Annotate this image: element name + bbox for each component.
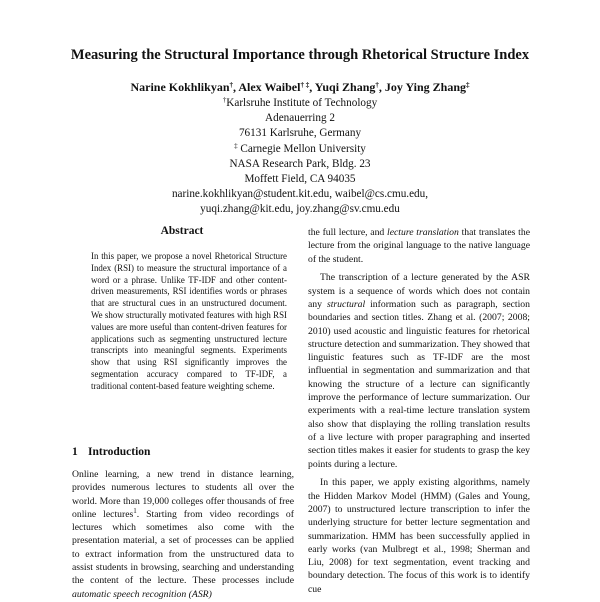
abstract-heading: Abstract bbox=[160, 225, 204, 237]
paragraph: Online learning, a new trend in distance learning, provides numerous lectures to students all over the world. More than 19,000 colleges offer thousands of free online lectures$^1$. Starting from video recordings of lectures which sometimes also come with the presentation material, a set of processes can be applied to extract information from the unstructured data to assist students in browsing, searching and understanding the content of the lecture. These processes include automatic speech recognition (ASR) bbox=[72, 469, 294, 600]
author-mark: ‡ bbox=[466, 81, 470, 89]
affiliations bbox=[0, 96, 600, 218]
author-name: Joy Ying Zhang bbox=[384, 80, 467, 94]
right-column bbox=[308, 226, 530, 602]
abstract-body bbox=[91, 251, 287, 393]
address-line: Moffett Field, CA 94035 bbox=[244, 173, 356, 186]
paragraph: The transcription of a lecture generated by the ASR system is a sequence of words which does not contain any structural information such as paragraph, section boundaries and section titles. Zhang et al. (2007; 2008; 2010) used acoustic and linguistic features for rhetorical structure detection and summarization. They showed that linguistic features such as TF-IDF are the most influential in segmentation and summarization and that knowing the structure of a lecture can significantly improve the performance of lecture summarization. Our experiments with a real-time lecture translation system also show that displaying the rolling translation results of a live lecture with proper paragraphing and inserted section titles makes it easier for students to grasp the key points during a lecture. bbox=[308, 272, 530, 470]
author-mark: † bbox=[375, 81, 379, 89]
author-name: Yuqi Zhang bbox=[314, 80, 376, 94]
author-name: Alex Waibel bbox=[238, 80, 301, 94]
address-line: Adenauerring 2 bbox=[265, 112, 335, 125]
author-mark: † bbox=[229, 81, 233, 89]
section-number: 1 bbox=[72, 446, 78, 458]
email-line: yuqi.zhang@kit.edu, joy.zhang@sv.cmu.edu bbox=[200, 203, 400, 216]
author-mark: † ‡ bbox=[300, 81, 310, 89]
paragraph: the full lecture, and lecture translation that translates the lecture from the original language to the native language of the student. bbox=[308, 227, 530, 265]
address-line: NASA Research Park, Bldg. 23 bbox=[229, 157, 371, 170]
email-line: narine.kokhlikyan@student.kit.edu, waibel@cs.cmu.edu, bbox=[171, 188, 429, 201]
paper-title: Measuring the Structural Importance through Rhetorical Structure Index bbox=[70, 47, 530, 63]
abstract-text: In this paper, we propose a novel Rhetorical Structure Index (RSI) to measure the structural importance of a word or a phrase. Unlike TF-IDF and other content-driven measurements, RSI identifies words or phrases that are structural cues in an unstructured document. We show structurally motivated features with high RSI values are more useful than content-driven features for applications such as segmenting unstructured lecture transcripts into meaningful segments. Experiments show that using RSI significantly improves the segmentation accuracy compared to TF-IDF, a traditional content-based feature weighting scheme. bbox=[91, 251, 287, 391]
section-heading bbox=[72, 446, 150, 458]
address-line: 76131 Karlsruhe, Germany bbox=[238, 127, 362, 140]
footnote-mark: 1 bbox=[133, 506, 137, 515]
affiliation-line: ‡ Carnegie Mellon University bbox=[234, 141, 366, 155]
paragraph: In this paper, we apply existing algorithms, namely the Hidden Markov Model (HMM) (Gales and Young, 2007) to unstructured lecture transcription to infer the underlying structure for better lecture segmentation and summarization. HMM has been successfully applied in early works (van Mulbregt et al., 1998; Sherman and Liu, 2008) for text segmentation, event tracking and boundary detection. The focus of this work is to identify cue bbox=[308, 477, 530, 595]
affiliation-line: †Karlsruhe Institute of Technology bbox=[222, 96, 378, 109]
author-name: Narine Kokhlikyan bbox=[130, 80, 230, 94]
section-title: Introduction bbox=[88, 446, 151, 458]
author-list: Narine Kokhlikyan†, Alex Waibel† ‡, Yuqi Zhang†, Joy Ying Zhang‡ bbox=[130, 80, 470, 94]
introduction-body bbox=[72, 468, 294, 601]
